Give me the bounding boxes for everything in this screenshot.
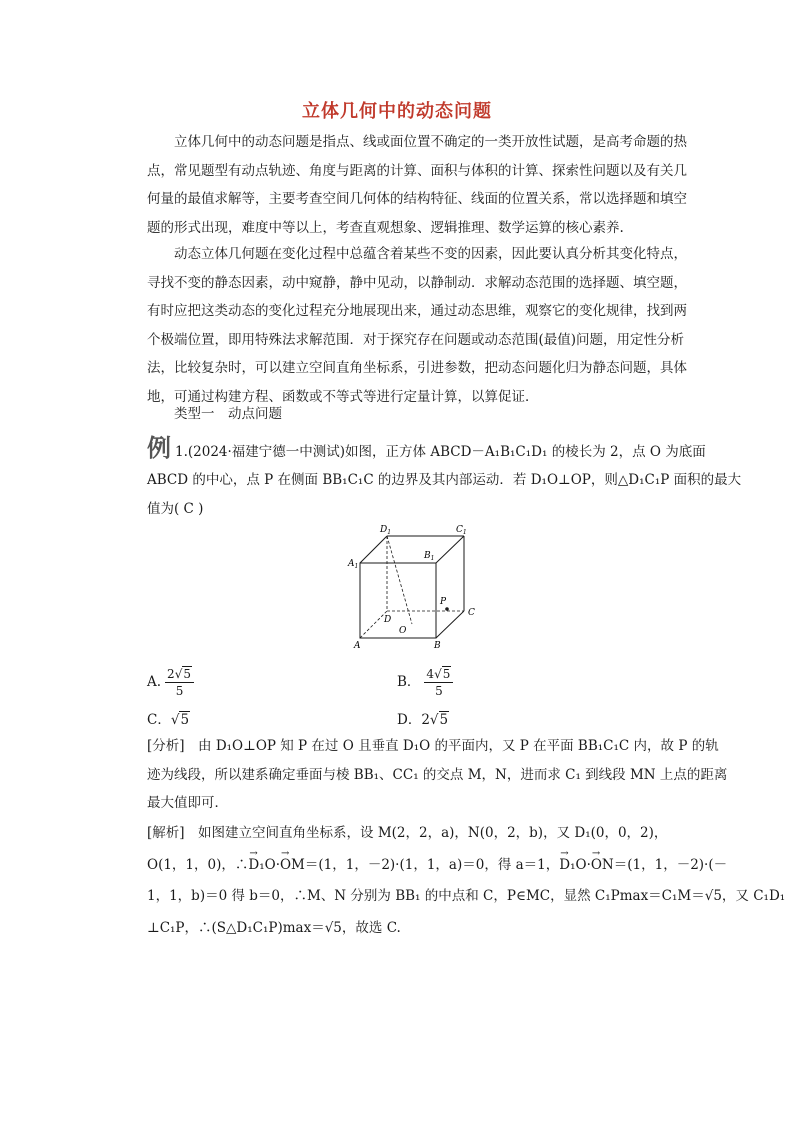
solution-section [147,818,786,944]
point-p [445,607,449,611]
analysis-line: 迹为线段，所以建系确定垂面与棱 BB₁、CC₁ 的交点 M，N，进而求 C₁ 到线段 MN 上点的距离 [147,766,728,783]
option-c[interactable] [147,708,190,728]
example-line-1: 1.(2024·福建宁德一中测试)如图，正方体 ABCD－A₁B₁C₁D₁ 的棱长为 2，点 O 为底面 [175,444,706,460]
intro-paragraph-1 [147,128,687,242]
page-title: 立体几何中的动态问题 [302,101,492,122]
vector-d1o: → D₁O [248,850,275,882]
intro-paragraph-2 [147,240,687,411]
edge-ad-hidden [360,611,387,638]
edge-bc [436,611,464,638]
option-a[interactable] [147,666,194,699]
label-a1: $A_1$ [348,559,359,570]
text-line: 题的形式出现，难度中等以上，考查直观想象、逻辑推理、数学运算的核心素养. [147,219,624,236]
text-line: 地，可通过构建方程、函数或不等式等进行定量计算，以算促证． [147,388,539,405]
option-d-label: D． [397,712,422,728]
analysis-section [147,732,728,818]
solution-line: 1，1，b)＝0 得 b＝0，∴M、N 分别为 BB₁ 的中点和 C，P∈MC，显然 C₁Pmax＝C₁M＝√5，又 C₁D₁ [147,888,786,904]
text-line: 动态立体几何题在变化过程中总蕴含着某些不变的因素，因此要认真分析其变化特点， [174,246,687,262]
label-b1: $B_1$ [424,551,435,562]
option-a-fraction: $\frac{2√5}{5}$ [165,666,194,699]
label-a: A [354,641,361,651]
option-d-value: 2√5 [421,712,449,728]
vector-d1o: → D₁O [559,850,586,882]
option-b-fraction: $\frac{4√5}{5}$ [424,666,453,699]
option-c-value: √5 [170,712,190,728]
section-heading: 类型一 动点问题 [174,406,282,422]
text-line: 何量的最值求解等，主要考查空间几何体的结构特征、线面的位置关系，常以选择题和填空 [147,191,687,207]
analysis-line: 最大值即可． [147,795,228,811]
label-d1: $D_1$ [380,525,392,536]
label-c1: $C_1$ [456,525,467,536]
edge-b1c1 [436,536,464,563]
text-line: 立体几何中的动态问题是指点、线或面位置不确定的一类开放性试题，是高考命题的热 [174,134,687,150]
text-line: 有时应把这类动态的变化过程充分地展现出来，通过动态思维，观察它的变化规律，找到两 [147,303,687,319]
cube-figure [340,520,480,655]
example-line-3: 值为( C ) [147,500,204,517]
label-o: O [399,626,407,636]
label-p: P [440,597,447,607]
edge-a1d1 [360,536,387,563]
option-c-label: C． [147,712,171,728]
solution-line: ⊥C₁P，∴(S△D₁C₁P)max＝√5，故选 C. [147,919,401,936]
label-d: D [384,615,392,625]
analysis-line: [分析] 由 D₁O⊥OP 知 P 在过 O 且垂直 D₁O 的平面内，又 P 在平面 BB₁C₁C 内，故 P 的轨 [147,738,719,754]
label-b: B [434,641,441,651]
text-line: 寻找不变的静态因素，动中窥静，静中见动，以静制动．求解动态范围的选择题、填空题， [147,274,687,291]
text-line: 法，比较复杂时，可以建立空间直角坐标系，引进参数，把动态问题化归为静态问题，具体 [147,360,687,376]
text-line: 点，常见题型有动点轨迹、角度与距离的计算、面积与体积的计算、探索性问题以及有关几 [147,162,687,179]
solution-line: [解析] 如图建立空间直角坐标系，设 M(2，2，a)，N(0，2，b)，又 D₁(0，0，2)， [147,825,668,841]
option-a-label: A. [147,674,162,690]
solution-line-vectors: O(1，1，0)，∴→ D₁O·→ OM＝(1，1，－2)·(1，1，a)＝0，得 a＝1，→ D₁O·→ ON＝(1，1，－2)·(－ [147,850,647,882]
vector-om: → OM [280,850,305,882]
label-c: C [468,608,475,618]
text-line: 个极端位置，即用特殊法求解范围．对于探究存在问题或动态范围(最值)问题，用定性分析 [147,331,685,348]
vector-on: → ON [591,850,614,882]
example-line-2: ABCD 的中心，点 P 在侧面 BB₁C₁C 的边界及其内部运动．若 D₁O⊥OP，则△D₁C₁P 面积的最大 [147,472,742,488]
example-lines [147,466,741,523]
option-b-label: B． [397,674,421,690]
option-d[interactable] [397,708,449,728]
example-label: 例 [147,434,171,462]
option-b[interactable] [397,666,453,699]
